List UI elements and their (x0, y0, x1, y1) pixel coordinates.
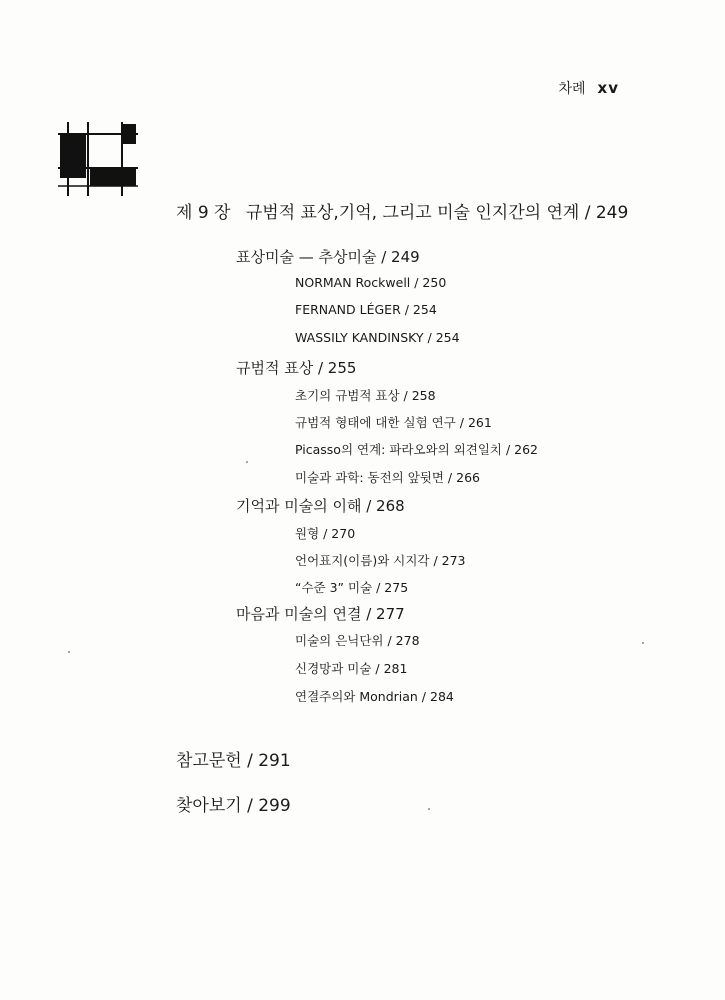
mondrian-grid-icon (58, 122, 138, 196)
chapter-heading (176, 198, 628, 223)
chapter-number: 제 9 장 (176, 203, 231, 223)
toc-subsection-entry: 연결주의와 Mondrian / 284 (295, 689, 454, 704)
toc-subsection-entry: 미술과 과학: 동전의 앞뒷면 / 266 (295, 470, 480, 485)
toc-back-matter-entry: 참고문헌 / 291 (176, 751, 291, 771)
toc-back-matter-entry: 찾아보기 / 299 (176, 796, 291, 816)
toc-subsection-entry: “수준 3” 미술 / 275 (295, 580, 409, 595)
toc-section-entry: 기억과 미술의 이해 / 268 (236, 497, 405, 515)
header-section-label: 차례 (558, 81, 586, 97)
running-header (558, 78, 619, 98)
toc-subsection-entry: 원형 / 270 (295, 526, 356, 541)
toc-section-entry: 마음과 미술의 연결 / 277 (236, 605, 405, 623)
toc-subsection-entry: WASSILY KANDINSKY / 254 (295, 330, 460, 345)
toc-subsection-entry: FERNAND LÉGER / 254 (295, 302, 437, 317)
toc-section-entry: 규범적 표상 / 255 (236, 359, 357, 377)
toc-subsection-entry: 언어표지(이름)와 시지각 / 273 (295, 553, 466, 568)
toc-section-entry: 표상미술 — 추상미술 / 249 (236, 248, 420, 266)
toc-subsection-entry: 신경망과 미술 / 281 (295, 661, 408, 676)
toc-subsection-entry: 초기의 규범적 표상 / 258 (295, 388, 436, 403)
toc-subsection-entry: 미술의 은닉단위 / 278 (295, 633, 420, 648)
toc-subsection-entry: NORMAN Rockwell / 250 (295, 275, 447, 290)
toc-subsection-entry: 규범적 형태에 대한 실험 연구 / 261 (295, 415, 492, 430)
toc-subsection-entry: Picasso의 연계: 파라오와의 외견일치 / 262 (295, 442, 538, 457)
chapter-title: 규범적 표상,기억, 그리고 미술 인지간의 연계 / 249 (245, 203, 629, 223)
header-page-number: xv (597, 79, 619, 97)
